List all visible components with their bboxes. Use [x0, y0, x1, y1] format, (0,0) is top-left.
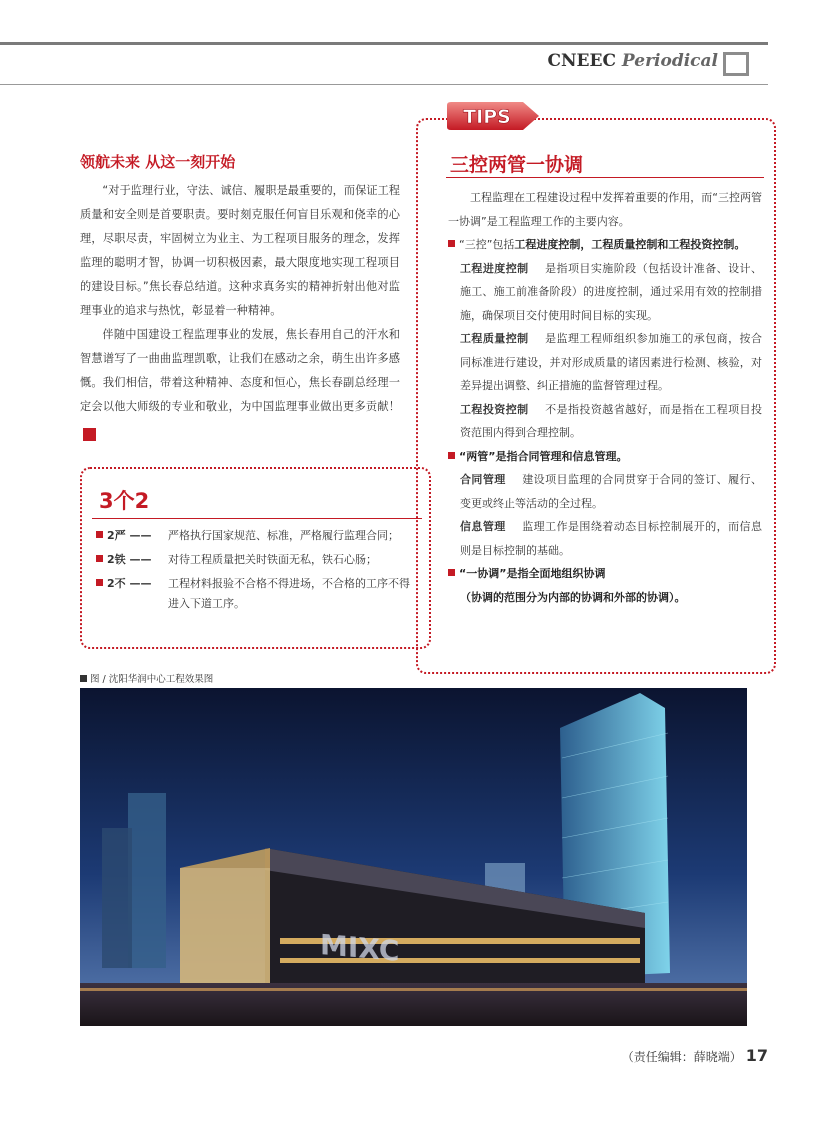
list-item: 2铁 —— 对待工程质量把关时铁面无私，铁石心肠； [96, 550, 416, 570]
tips-tag-text: TIPS [463, 106, 511, 128]
manage-item: 信息管理 监理工作是围绕着动态目标控制展开的，而信息则是目标控制的基础。 [460, 520, 762, 557]
control-item: 工程进度控制 是指项目实施阶段（包括设计准备、设计、施工、施工前准备阶段）的进度控制，通过采用有效的控制措施，确保项目交付使用时间目标的实现。 [460, 261, 762, 322]
tips-intro: 工程监理在工程建设过程中发挥着重要的作用，而“三控两管一协调”是工程监理工作的主要内容。 [448, 191, 762, 228]
list-item: 2不 —— 工程材料报验不合格不得进场，不合格的工序不得进入下道工序。 [96, 574, 416, 614]
three-two-title: 3个2 [99, 489, 150, 513]
end-mark-icon: C [83, 428, 96, 441]
bullet-square-icon [448, 240, 455, 247]
manage-item: 合同管理 建设项目监理的合同贯穿于合同的签订、履行、变更或终止等活动的全过程。 [460, 473, 762, 510]
three-two-list [96, 526, 416, 618]
list-item: 2严 —— 严格执行国家规范、标准，严格履行监理合同； [96, 526, 416, 546]
facade-sign: MIXC [320, 928, 400, 968]
header-rule [0, 84, 768, 85]
tips-body [448, 186, 762, 609]
page-number: 17 [745, 1046, 768, 1065]
three-two-rule [92, 518, 422, 519]
tips-rule [446, 177, 764, 178]
header-square-icon [723, 52, 749, 76]
three-control-line: “三控”包括工程进度控制，工程质量控制和工程投资控制。 [448, 233, 762, 257]
bullet-square-icon [96, 531, 103, 538]
left-article-body [80, 179, 400, 443]
caption-square-icon [80, 675, 87, 682]
building-rendering-image [80, 688, 747, 1026]
two-manage-line: “两管”是指合同管理和信息管理。 [448, 445, 762, 469]
left-paragraph-1: “对于监理行业，守法、诚信、履职是最重要的，而保证工程质量和安全则是首要职责。要时刻克服任何盲目乐观和侥幸的心理，尽职尽责，牢固树立为业主、为工程项目服务的理念，发挥监理的聪明才智，协调一切积极因素，最大限度地实现工程项目的建设目标。”焦长春总结道。这种求真务实的精神折射出他对监理事业的追求与热忱，彰显着一种精神。 [80, 184, 400, 317]
footer [540, 1046, 768, 1065]
control-item: 工程质量控制 是监理工程师组织参加施工的承包商，按合同标准进行建设，并对形成质量的诸因素进行检测、核验，对差异提出调整、纠正措施的监督管理过程。 [460, 332, 762, 392]
bullet-square-icon [96, 555, 103, 562]
tips-tag [445, 101, 541, 131]
left-paragraph-2: 伴随中国建设工程监理事业的发展，焦长春用自己的汗水和智慧谱写了一曲曲监理凯歌，让我们在感动之余，萌生出许多感慨。我们相信，带着这种精神、态度和恒心，焦长春副总经理一定会以他大师级的专业和敬业，为中国监理事业做出更多贡献！C [80, 328, 400, 439]
bullet-square-icon [448, 569, 455, 576]
header-top-line [0, 42, 768, 45]
left-article-heading: 领航未来 从这一刻开始 [80, 153, 236, 171]
editor-credit: （责任编辑：薛晓端） [621, 1050, 742, 1064]
tips-title: 三控两管一协调 [450, 154, 584, 176]
bullet-square-icon [448, 452, 455, 459]
control-item: 工程投资控制 不是指投资越省越好，而是指在工程项目投资范围内得到合理控制。 [460, 402, 762, 439]
bullet-square-icon [96, 579, 103, 586]
coordinate-line: “一协调”是指全面地组织协调 [448, 562, 762, 586]
periodical-title: CNEEC Periodical [547, 51, 718, 71]
coordinate-note: （协调的范围分为内部的协调和外部的协调）。 [460, 590, 686, 604]
image-caption: 图 / 沈阳华润中心工程效果图 [80, 671, 213, 685]
